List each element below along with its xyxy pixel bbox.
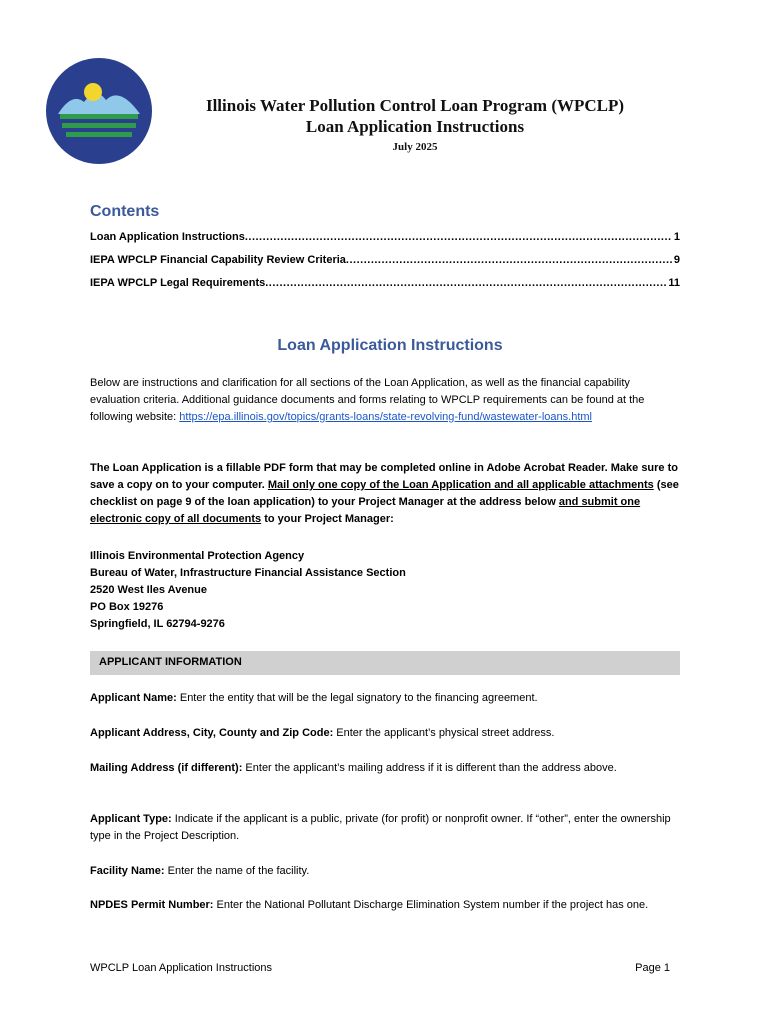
address-line: Illinois Environmental Protection Agency <box>90 550 305 562</box>
title-line-2: Loan Application Instructions <box>305 117 525 136</box>
applicant-information-bar <box>90 651 680 675</box>
field-text: Enter the applicant’s mailing address if it is different than the address above. <box>242 762 617 774</box>
field-applicant-address <box>90 725 680 742</box>
field-mailing-address <box>90 760 680 777</box>
intro-paragraph <box>90 375 680 426</box>
field-label: Applicant Name: <box>90 692 177 704</box>
instr-part-5: to your Project Manager: <box>261 513 394 525</box>
toc-entry[interactable] <box>90 252 680 268</box>
field-npdes-permit <box>90 897 680 914</box>
toc-label: IEPA WPCLP Financial Capability Review Criteria <box>90 254 346 266</box>
footer-title: WPCLP Loan Application Instructions <box>90 962 273 974</box>
field-text: Enter the name of the facility. <box>164 865 310 877</box>
toc-label: IEPA WPCLP Legal Requirements <box>90 277 266 289</box>
field-label: Applicant Address, City, County and Zip Code: <box>90 727 334 739</box>
toc-label: Loan Application Instructions <box>90 231 245 243</box>
toc-page: 11 <box>668 277 680 289</box>
footer-page-number: Page 1 <box>635 962 670 974</box>
field-text: Indicate if the applicant is a public, private (for profit) or nonprofit owner. If “other”, enter the ownership type in the Project Description. <box>90 813 671 842</box>
field-label: Applicant Type: <box>90 813 172 825</box>
field-applicant-name <box>90 690 680 707</box>
contents-heading: Contents <box>90 203 160 220</box>
intro-text: Below are instructions and clarification for all sections of the Loan Application, as well as the financial capability evaluation criteria. Additional guidance documents and forms relating to WPCLP requirements can be found at the following website: <box>90 377 645 423</box>
address-line: Springfield, IL 62794-9276 <box>90 618 225 630</box>
address-line: Bureau of Water, Infrastructure Financial Assistance Section <box>90 567 406 579</box>
field-text: Enter the entity that will be the legal signatory to the financing agreement. <box>176 692 538 704</box>
document-title <box>160 95 670 155</box>
instr-part-3: (see checklist on page 9 of the loan application) to your Project Manager at the address below <box>90 479 679 508</box>
field-label: Mailing Address (if different): <box>90 762 243 774</box>
toc-entry[interactable] <box>90 275 680 291</box>
toc-entry[interactable] <box>90 229 680 245</box>
field-label: NPDES Permit Number: <box>90 899 214 911</box>
instr-part-4: and submit one electronic copy of all documents <box>90 496 641 525</box>
toc-page: 1 <box>673 231 680 243</box>
toc-page: 9 <box>673 254 680 266</box>
section-heading: Loan Application Instructions <box>277 337 503 354</box>
address-line: PO Box 19276 <box>90 601 164 613</box>
wastewater-loans-link[interactable]: https://epa.illinois.gov/topics/grants-loans/state-revolving-fund/wastewater-loans.html <box>179 411 592 423</box>
address-line: 2520 West Iles Avenue <box>90 584 207 596</box>
title-line-1: Illinois Water Pollution Control Loan Program (WPCLP) <box>205 96 625 115</box>
field-text: Enter the applicant’s physical street address. <box>333 727 555 739</box>
field-text: Enter the National Pollutant Discharge Elimination System number if the project has one. <box>213 899 649 911</box>
toc-leader <box>346 252 672 268</box>
instr-part-2: Mail only one copy of the Loan Application and all applicable attachments <box>267 479 654 491</box>
toc-leader <box>245 229 672 245</box>
field-applicant-type <box>90 811 680 845</box>
bar-label: APPLICANT INFORMATION <box>99 656 242 668</box>
toc-leader <box>265 275 666 291</box>
mailing-address <box>90 548 406 633</box>
document-date: July 2025 <box>392 141 438 153</box>
iepa-logo <box>44 56 154 166</box>
field-facility-name <box>90 863 680 880</box>
instr-part-1: The Loan Application is a fillable PDF form that may be completed online in Adobe Acrobat Reader. Make sure to save a copy on to your computer. <box>90 462 678 491</box>
field-label: Facility Name: <box>90 865 165 877</box>
mailing-instructions <box>90 460 680 528</box>
